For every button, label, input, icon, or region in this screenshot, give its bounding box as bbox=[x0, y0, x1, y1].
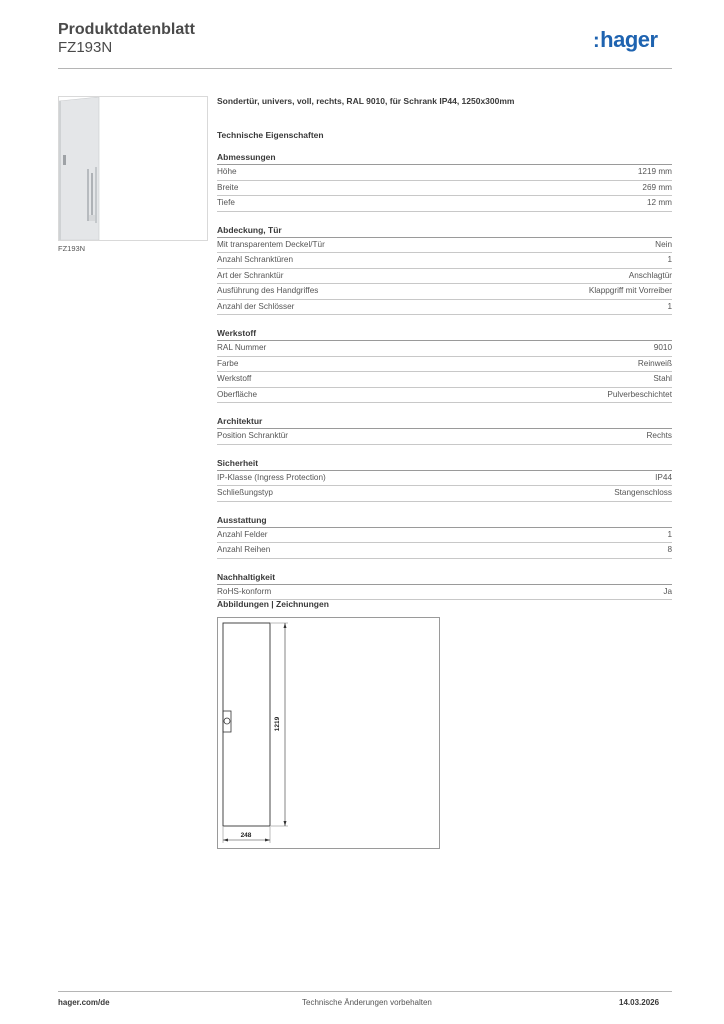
spec-label: Mit transparentem Deckel/Tür bbox=[217, 239, 325, 249]
spec-label: Anzahl Reihen bbox=[217, 545, 271, 554]
image-caption: FZ193N bbox=[58, 244, 86, 253]
product-image bbox=[58, 96, 208, 241]
section-title: Architektur bbox=[217, 414, 672, 429]
section-title: Abmessungen bbox=[217, 150, 672, 165]
product-number: FZ193N bbox=[58, 39, 113, 56]
spec-label: RoHS-konform bbox=[217, 586, 272, 596]
logo-text: hager bbox=[600, 27, 658, 52]
spec-section bbox=[217, 414, 672, 445]
spec-row bbox=[217, 284, 672, 300]
handle-knob bbox=[224, 718, 230, 724]
spec-value: 1 bbox=[667, 529, 672, 539]
spec-section bbox=[217, 150, 672, 212]
spec-label: Anzahl Schranktüren bbox=[217, 255, 294, 264]
spec-label: Oberfläche bbox=[217, 389, 258, 399]
spec-row bbox=[217, 238, 672, 254]
spec-value: Stangenschloss bbox=[614, 488, 672, 497]
spec-value: Klappgriff mit Vorreiber bbox=[588, 286, 672, 295]
spec-value: Rechts bbox=[646, 431, 672, 440]
height-dimension-label: 1219 bbox=[274, 716, 281, 732]
spec-row bbox=[217, 341, 672, 357]
dimension-drawing bbox=[218, 618, 439, 848]
spec-label: Art der Schranktür bbox=[217, 270, 284, 280]
door-illustration bbox=[59, 97, 207, 240]
spec-label: Breite bbox=[217, 182, 239, 192]
spec-label: Farbe bbox=[217, 358, 239, 368]
footer-disclaimer: Technische Änderungen vorbehalten bbox=[302, 998, 432, 1007]
footer-date: 14.03.2026 bbox=[619, 998, 660, 1007]
spec-value: Anschlagtür bbox=[628, 270, 672, 280]
spec-section bbox=[217, 326, 672, 403]
spec-value: IP44 bbox=[655, 472, 672, 482]
spec-section bbox=[217, 513, 672, 559]
spec-sections bbox=[217, 150, 672, 611]
spec-row bbox=[217, 471, 672, 487]
spec-row bbox=[217, 196, 672, 212]
logo-prefix: : bbox=[593, 30, 600, 52]
spec-value: 12 mm bbox=[646, 198, 672, 207]
spec-row bbox=[217, 528, 672, 544]
spec-value: 1 bbox=[667, 301, 672, 311]
footer-divider bbox=[58, 991, 672, 992]
spec-row bbox=[217, 300, 672, 316]
spec-value: Pulverbeschichtet bbox=[607, 389, 672, 399]
spec-value: 8 bbox=[667, 545, 672, 554]
spec-label: Werkstoff bbox=[217, 374, 252, 383]
spec-value: 1 bbox=[667, 255, 672, 264]
spec-row bbox=[217, 372, 672, 388]
spec-value: Nein bbox=[655, 239, 672, 249]
hager-logo bbox=[593, 27, 658, 53]
spec-row bbox=[217, 253, 672, 269]
width-dimension-label: 248 bbox=[240, 832, 252, 839]
spec-label: Ausführung des Handgriffes bbox=[217, 286, 319, 295]
section-title: Sicherheit bbox=[217, 456, 672, 471]
footer-website[interactable]: hager.com/de bbox=[58, 998, 110, 1007]
spec-row bbox=[217, 429, 672, 445]
spec-row bbox=[217, 543, 672, 559]
spec-value: Ja bbox=[663, 586, 672, 596]
door-outline bbox=[223, 623, 270, 826]
spec-label: Position Schranktür bbox=[217, 431, 288, 440]
drawings-heading: Abbildungen | Zeichnungen bbox=[217, 599, 329, 609]
spec-value: Reinweiß bbox=[637, 358, 672, 368]
section-title: Werkstoff bbox=[217, 326, 672, 341]
spec-label: Höhe bbox=[217, 167, 237, 176]
spec-row bbox=[217, 357, 672, 373]
technical-properties-heading: Technische Eigenschaften bbox=[217, 130, 324, 140]
technical-drawing bbox=[217, 617, 440, 849]
product-description: Sondertür, univers, voll, rechts, RAL 9010, für Schrank IP44, 1250x300mm bbox=[217, 96, 515, 106]
spec-section bbox=[217, 223, 672, 316]
spec-value: 1219 mm bbox=[637, 167, 672, 176]
spec-section bbox=[217, 570, 672, 601]
spec-value: Stahl bbox=[653, 374, 672, 383]
spec-row bbox=[217, 486, 672, 502]
spec-value: 9010 bbox=[653, 343, 672, 352]
document-title: Produktdatenblatt bbox=[58, 21, 195, 38]
header-divider bbox=[58, 68, 672, 69]
spec-row bbox=[217, 165, 672, 181]
spec-row bbox=[217, 181, 672, 197]
section-title: Ausstattung bbox=[217, 513, 672, 528]
spec-row bbox=[217, 585, 672, 601]
spec-label: Anzahl der Schlösser bbox=[217, 301, 295, 311]
section-title: Nachhaltigkeit bbox=[217, 570, 672, 585]
spec-label: IP-Klasse (Ingress Protection) bbox=[217, 472, 326, 482]
spec-label: RAL Nummer bbox=[217, 343, 267, 352]
spec-value: 269 mm bbox=[642, 182, 672, 192]
spec-section bbox=[217, 456, 672, 502]
spec-row bbox=[217, 269, 672, 285]
section-title: Abdeckung, Tür bbox=[217, 223, 672, 238]
spec-label: Tiefe bbox=[217, 198, 235, 207]
spec-row bbox=[217, 388, 672, 404]
spec-label: Schließungstyp bbox=[217, 488, 273, 497]
spec-label: Anzahl Felder bbox=[217, 529, 268, 539]
